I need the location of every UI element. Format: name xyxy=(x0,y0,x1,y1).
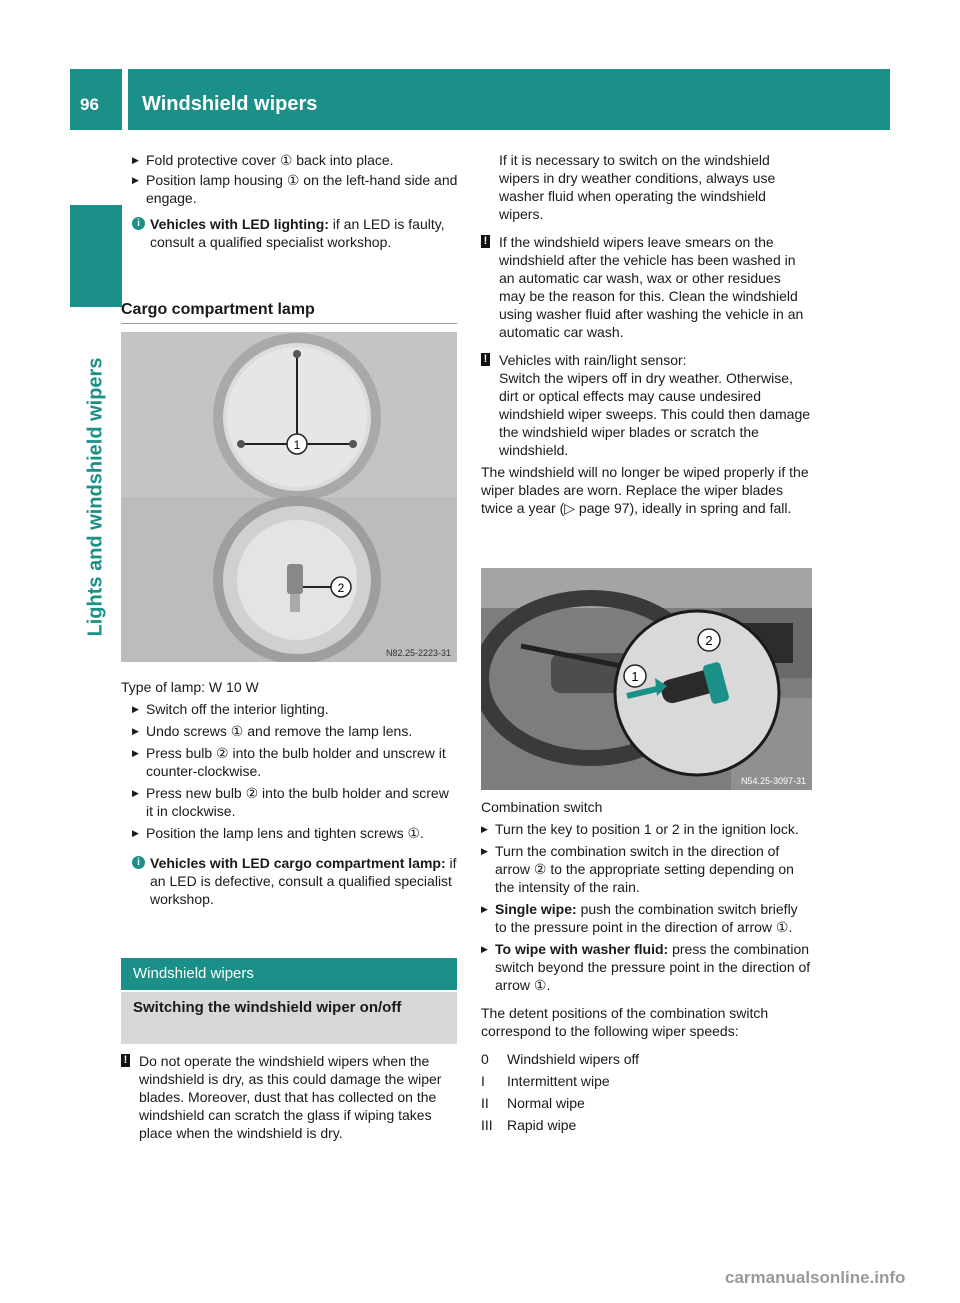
paragraph-dry-washer: If it is necessary to switch on the windshield wipers in dry weather conditions, always use washer fluid when operating the windshield wipers. xyxy=(499,152,776,222)
page-number: 96 xyxy=(80,95,99,114)
bullet-switch-off: ▶ Switch off the interior lighting. xyxy=(132,700,457,718)
cargo-lamp-illustration xyxy=(121,332,457,662)
speed-label: Intermittent wipe xyxy=(507,1073,610,1089)
cargo-rule xyxy=(121,323,457,324)
warning-icon: ! xyxy=(481,235,490,248)
single-wipe-text: push the combination switch briefly to the pressure point in the direction of arrow ①. xyxy=(495,901,798,935)
combination-switch-illustration xyxy=(481,568,812,790)
bullet-press-bulb: ▶ Press bulb ② into the bulb holder and unscrew it counter-clockwise. xyxy=(132,744,457,780)
svg-text:1: 1 xyxy=(293,438,301,452)
bullet-turn-switch: ▶ Turn the combination switch in the direction of arrow ② to the appropriate setting depending on the intensity of the rain. xyxy=(481,842,812,896)
info-cargo-text: if an LED is defective, consult a qualified specialist workshop. xyxy=(150,855,457,907)
svg-text:2: 2 xyxy=(337,581,345,595)
bullet-fold-cover: ▶ Fold protective cover ① back into place. xyxy=(132,151,458,169)
warning-smears-text: If the windshield wipers leave smears on the windshield after the vehicle has been washed in an automatic car wash, wax or other residues may be the reason for this. Clean the windshield using washer fluid after washing the vehicle in an automatic car wash. xyxy=(499,234,804,340)
speed-label: Normal wipe xyxy=(507,1095,585,1111)
bullet-washer-fluid xyxy=(481,940,812,994)
warning-rain-text: Switch the wipers off in dry weather. Otherwise, dirt or optical effects may cause undesired windshield wiper sweeps. This could then damage the windshield wiper blades or scratch the windshield. xyxy=(499,370,811,458)
single-wipe-bold: Single wipe: xyxy=(495,901,577,917)
speed-key: III xyxy=(481,1117,493,1133)
info-icon: i xyxy=(132,856,145,869)
left-column-mid xyxy=(121,678,457,908)
warning-icon: ! xyxy=(121,1054,130,1067)
left-column-top xyxy=(132,151,458,251)
side-tab-block xyxy=(70,205,122,307)
svg-text:1: 1 xyxy=(631,669,639,684)
paragraph-detent: The detent positions of the combination switch correspond to the following wiper speeds: xyxy=(481,1005,769,1039)
left-column-bottom xyxy=(121,1052,457,1142)
combination-switch-figure xyxy=(481,568,812,790)
speed-item xyxy=(481,1072,812,1090)
warning-dry-text: Do not operate the windshield wipers when the windshield is dry, as this could damage the wiper blades. Moreover, dust that has collected on the windshield can scratch the glass if wiping takes place when the windshield is dry. xyxy=(139,1053,442,1141)
speed-item xyxy=(481,1050,812,1068)
warning-dry xyxy=(121,1052,457,1142)
svg-text:2: 2 xyxy=(705,633,713,648)
bullet-turn-key: ▶ Turn the key to position 1 or 2 in the ignition lock. xyxy=(481,820,812,838)
bullet-single-wipe xyxy=(481,900,812,936)
subsection-bar-switching xyxy=(121,992,457,1044)
wiper-speed-list xyxy=(481,1050,812,1134)
info-icon: i xyxy=(132,217,145,230)
washer-text: press the combination switch beyond the pressure point in the direction of arrow ①. xyxy=(495,941,811,993)
lamp-type: Type of lamp: W 10 W xyxy=(121,679,259,695)
side-tab-label: Lights and windshield wipers xyxy=(84,357,107,637)
combination-switch-caption: Combination switch xyxy=(481,799,603,815)
switch-figure-code: N54.25-3097-31 xyxy=(740,776,806,786)
info-led-cargo xyxy=(132,854,457,908)
bullet-new-bulb: ▶ Press new bulb ② into the bulb holder and screw it in clockwise. xyxy=(132,784,457,820)
right-column-bottom xyxy=(481,798,812,1134)
info-cargo-bold: Vehicles with LED cargo compartment lamp: xyxy=(150,855,446,871)
paragraph-worn-blades: The windshield will no longer be wiped properly if the wiper blades are worn. Replace the wiper blades twice a year (▷ page 97), ideally in spring and fall. xyxy=(481,464,809,516)
info-led-bold: Vehicles with LED lighting: xyxy=(150,216,329,232)
cargo-title: Cargo compartment lamp xyxy=(121,301,315,318)
speed-key: 0 xyxy=(481,1051,489,1067)
washer-bold: To wipe with washer fluid: xyxy=(495,941,669,957)
side-tab xyxy=(70,307,122,687)
warning-smears xyxy=(481,233,811,341)
speed-key: I xyxy=(481,1073,485,1089)
header-bar xyxy=(128,69,890,130)
speed-item xyxy=(481,1094,812,1112)
section-title-windshield-wipers: Windshield wipers xyxy=(133,965,254,982)
speed-label: Windshield wipers off xyxy=(507,1051,640,1067)
subsection-title-switching: Switching the windshield wiper on/off xyxy=(133,999,402,1016)
warning-icon: ! xyxy=(481,353,490,366)
bullet-undo-screws: ▶ Undo screws ① and remove the lamp lens. xyxy=(132,722,457,740)
page-number-box xyxy=(70,69,122,130)
section-bar-windshield-wipers xyxy=(121,958,457,990)
warning-rain-sensor xyxy=(481,351,811,459)
bullet-position-housing: ▶ Position lamp housing ① on the left-hand side and engage. xyxy=(132,171,458,207)
footer-watermark: carmanualsonline.info xyxy=(725,1268,906,1287)
right-column-top xyxy=(481,151,811,517)
speed-key: II xyxy=(481,1095,489,1111)
cargo-lamp-figure xyxy=(121,332,457,662)
speed-item xyxy=(481,1116,812,1134)
info-led-text: if an LED is faulty, consult a qualified specialist workshop. xyxy=(150,216,445,250)
bullet-position-lens: ▶ Position the lamp lens and tighten screws ①. xyxy=(132,824,457,842)
speed-label: Rapid wipe xyxy=(507,1117,577,1133)
cargo-figure-code: N82.25-2223-31 xyxy=(385,648,451,658)
page-title: Windshield wipers xyxy=(142,93,318,115)
warning-rain-title: Vehicles with rain/light sensor: xyxy=(499,352,687,368)
info-led-lighting xyxy=(132,215,458,251)
